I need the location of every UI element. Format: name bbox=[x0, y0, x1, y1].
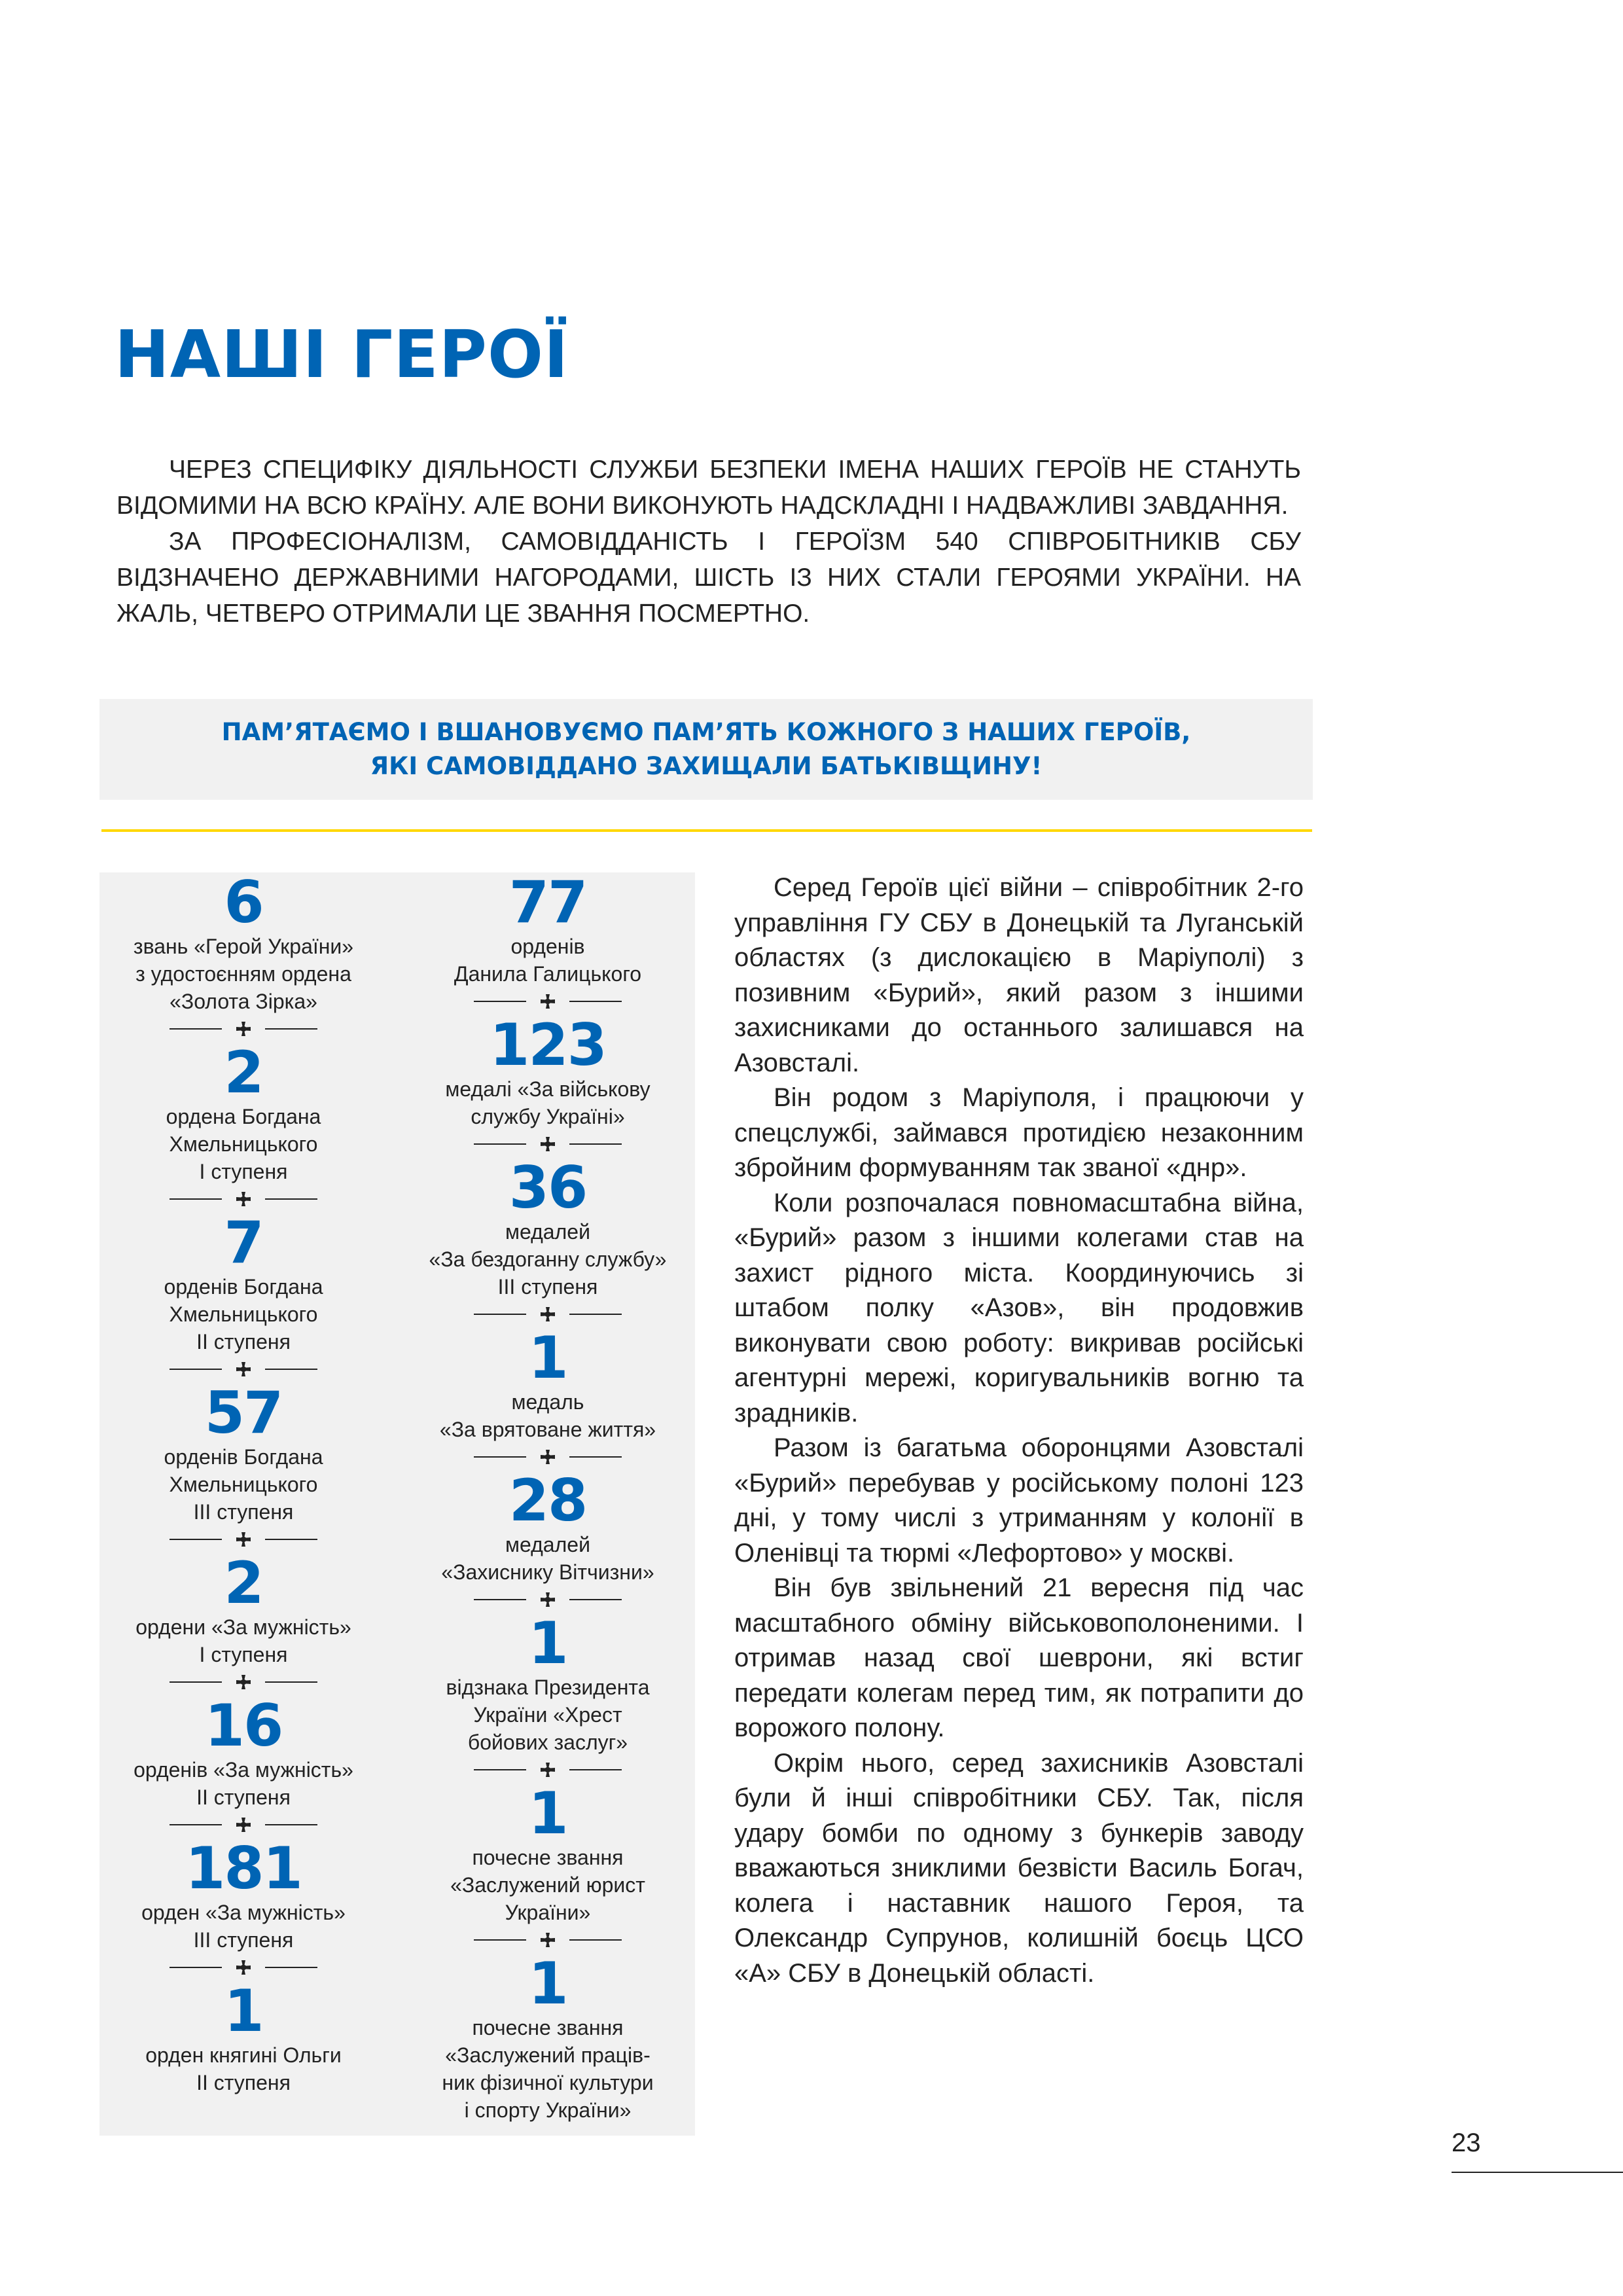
divider-line bbox=[169, 1824, 222, 1825]
page-number: 23 bbox=[1452, 2128, 1481, 2157]
cross-pattee-icon bbox=[236, 1192, 251, 1206]
award-description: ІІ ступеня bbox=[196, 1330, 291, 1354]
award-description: Данила Галицького bbox=[454, 962, 642, 986]
award-count: 123 bbox=[490, 1011, 606, 1079]
divider-line bbox=[265, 1539, 317, 1540]
cross-pattee-icon bbox=[236, 1362, 251, 1376]
award-description: з удостоєнням ордена bbox=[135, 962, 351, 986]
intro-paragraph: ЧЕРЕЗ СПЕЦИФІКУ ДІЯЛЬНОСТІ СЛУЖБИ БЕЗПЕКИ ІМЕНА НАШИХ ГЕРОЇВ НЕ СТАНУТЬ ВІДОМИМИ НА ВСЮ КРАЇНУ. АЛЕ ВОНИ ВИКОНУЮТЬ НАДСКЛАДНІ І НАДВАЖЛИВІ ЗАВДАННЯ. bbox=[116, 456, 1301, 520]
divider-line bbox=[474, 1456, 526, 1458]
award-description: орденів «За мужність» bbox=[134, 1758, 353, 1782]
award-item bbox=[450, 1780, 645, 1926]
intro-text bbox=[116, 452, 1301, 632]
divider-line bbox=[569, 1769, 622, 1770]
divider-line bbox=[169, 1967, 222, 1968]
award-description: Хмельницького bbox=[169, 1473, 318, 1496]
awards-column-left bbox=[99, 869, 387, 2096]
divider-line bbox=[169, 1681, 222, 1683]
story-paragraph: Він родом з Маріуполя, і працюючи у спецслужбі, займався протидією незаконним збройним формуванням так званої «днр». bbox=[734, 1083, 1304, 1182]
award-description: «За бездоганну службу» bbox=[429, 1247, 667, 1271]
divider-line bbox=[474, 1599, 526, 1600]
award-item bbox=[164, 1209, 323, 1355]
award-item bbox=[446, 1609, 650, 1756]
divider-line bbox=[265, 1967, 317, 1968]
divider-line bbox=[474, 1769, 526, 1770]
story-paragraph: Він був звільнений 21 вересня під час масштабного обміну військовополоненими. І отримав назад свої шеврони, які встиг передати колегам перед тим, як потрапити до ворожого полону. bbox=[734, 1573, 1304, 1742]
award-description: звань «Герой України» bbox=[133, 935, 354, 958]
award-item bbox=[164, 1379, 323, 1526]
cross-pattee-icon bbox=[541, 1307, 555, 1321]
award-item bbox=[145, 1977, 342, 2096]
award-description: Хмельницького bbox=[169, 1132, 318, 1156]
cross-pattee-icon bbox=[236, 1960, 251, 1975]
award-description: службу Україні» bbox=[471, 1105, 625, 1128]
award-count: 2 bbox=[224, 1039, 263, 1106]
award-description: медалі «За військову bbox=[445, 1077, 651, 1101]
award-description: почесне звання bbox=[472, 2016, 624, 2039]
award-count: 1 bbox=[528, 1780, 567, 1847]
award-description: ник фізичної культури bbox=[442, 2071, 654, 2094]
award-description: почесне звання bbox=[472, 1846, 624, 1869]
divider-line bbox=[169, 1539, 222, 1540]
yellow-divider bbox=[101, 829, 1312, 832]
award-description: орденів Богдана bbox=[164, 1275, 323, 1299]
award-description: І ступеня bbox=[199, 1160, 288, 1183]
divider-line bbox=[569, 1939, 622, 1941]
award-description: «Захиснику Вітчизни» bbox=[441, 1560, 654, 1584]
award-description: і спорту України» bbox=[464, 2098, 632, 2122]
divider-line bbox=[169, 1369, 222, 1370]
cross-pattee-icon bbox=[541, 1137, 555, 1151]
award-description: І ступеня bbox=[199, 1643, 288, 1666]
story-paragraph: Окрім нього, серед захисників Азовсталі були й інші співробітники СБУ. Так, після удару бомби по одному з бункерів заводу вважаються зниклими безвісти Василь Богач, колега і наставник нашого Героя, та Олександр Супрунов, колишній боєць ЦСО «А» СБУ в Донецькій області. bbox=[734, 1748, 1304, 1988]
award-description: медалей bbox=[505, 1533, 590, 1556]
award-item bbox=[454, 869, 642, 988]
cross-pattee-icon bbox=[541, 1450, 555, 1464]
cross-pattee-icon bbox=[236, 1022, 251, 1036]
divider-line bbox=[569, 1143, 622, 1145]
divider-line bbox=[474, 1939, 526, 1941]
award-count: 1 bbox=[528, 1324, 567, 1391]
award-description: орден княгині Ольги bbox=[145, 2043, 342, 2067]
award-description: «Заслужений праців- bbox=[445, 2043, 651, 2067]
award-item bbox=[441, 1467, 654, 1586]
award-description: ІІІ ступеня bbox=[193, 1928, 294, 1952]
divider-line bbox=[169, 1028, 222, 1030]
award-count: 6 bbox=[224, 869, 263, 936]
award-description: Хмельницького bbox=[169, 1302, 318, 1326]
award-count: 28 bbox=[508, 1467, 587, 1534]
cross-pattee-icon bbox=[236, 1675, 251, 1689]
award-count: 1 bbox=[528, 1950, 567, 2017]
award-description: медаль bbox=[511, 1390, 584, 1414]
story-paragraph: Серед Героїв цієї війни – співробітник 2-го управління ГУ СБУ в Донецькій та Луганській областях (з дислокацією в Маріуполі) з позивним «Бурий», який разом з іншими захисниками до останнього залишався на Азовсталі. bbox=[734, 873, 1304, 1077]
award-item bbox=[133, 869, 354, 1015]
award-description: медалей bbox=[505, 1220, 590, 1244]
cross-pattee-icon bbox=[541, 994, 555, 1009]
award-description: ордени «За мужність» bbox=[135, 1615, 351, 1639]
award-item bbox=[135, 1549, 351, 1668]
cross-pattee-icon bbox=[541, 1763, 555, 1777]
divider-line bbox=[265, 1369, 317, 1370]
awards-column-right bbox=[404, 869, 692, 2124]
cross-pattee-icon bbox=[541, 1592, 555, 1607]
award-description: ІІІ ступеня bbox=[497, 1275, 598, 1299]
award-count: 16 bbox=[204, 1692, 283, 1759]
award-description: ІІ ступеня bbox=[196, 1785, 291, 1809]
callout-line: ЯКІ САМОВІДДАНО ЗАХИЩАЛИ БАТЬКІВЩИНУ! bbox=[370, 752, 1043, 780]
award-description: орденів bbox=[510, 935, 585, 958]
cross-pattee-icon bbox=[541, 1933, 555, 1947]
award-description: «Золота Зірка» bbox=[169, 990, 317, 1013]
award-count: 77 bbox=[508, 869, 587, 936]
award-count: 181 bbox=[185, 1835, 302, 1902]
divider-line bbox=[265, 1824, 317, 1825]
divider-line bbox=[474, 1143, 526, 1145]
award-item bbox=[429, 1154, 667, 1300]
award-item bbox=[141, 1835, 346, 1954]
award-description: орден «За мужність» bbox=[141, 1901, 346, 1924]
award-description: «За врятоване життя» bbox=[439, 1418, 656, 1441]
award-description: «Заслужений юрист bbox=[450, 1873, 645, 1897]
award-description: України «Хрест bbox=[473, 1703, 622, 1727]
award-count: 57 bbox=[204, 1379, 283, 1446]
cross-pattee-icon bbox=[236, 1818, 251, 1832]
award-description: орденів Богдана bbox=[164, 1445, 323, 1469]
divider-line bbox=[569, 1314, 622, 1315]
story-paragraph: Разом із багатьма оборонцями Азовсталі «Бурий» перебував у російському полоні 123 дні, у тому числі з утриманням у колонії в Оленівці та тюрмі «Лефортово» у москві. bbox=[734, 1433, 1304, 1568]
divider-line bbox=[265, 1028, 317, 1030]
remembrance-callout bbox=[99, 699, 1313, 800]
award-item bbox=[439, 1324, 656, 1443]
award-count: 1 bbox=[224, 1977, 263, 2045]
divider-line bbox=[569, 1599, 622, 1600]
divider-line bbox=[569, 1456, 622, 1458]
award-item bbox=[134, 1692, 353, 1811]
award-item bbox=[442, 1950, 654, 2124]
award-count: 36 bbox=[508, 1154, 587, 1221]
award-description: ІІ ступеня bbox=[196, 2071, 291, 2094]
award-description: бойових заслуг» bbox=[467, 1731, 628, 1754]
award-description: України» bbox=[505, 1901, 591, 1924]
award-count: 2 bbox=[224, 1549, 263, 1617]
awards-panel bbox=[99, 869, 695, 2136]
award-item bbox=[445, 1011, 651, 1130]
award-description: ордена Богдана bbox=[166, 1105, 321, 1128]
award-count: 1 bbox=[528, 1609, 567, 1677]
award-description: ІІІ ступеня bbox=[193, 1500, 294, 1524]
divider-line bbox=[169, 1198, 222, 1200]
divider-line bbox=[265, 1198, 317, 1200]
award-item bbox=[166, 1039, 321, 1185]
page-title: НАШІ ГЕРОЇ bbox=[115, 316, 569, 393]
page-number-rule bbox=[1452, 2172, 1623, 2173]
award-count: 7 bbox=[224, 1209, 263, 1276]
cross-pattee-icon bbox=[236, 1532, 251, 1547]
intro-paragraph: ЗА ПРОФЕСІОНАЛІЗМ, САМОВІДДАНІСТЬ І ГЕРОЇЗМ 540 СПІВРОБІТНИКІВ СБУ ВІДЗНАЧЕНО ДЕРЖАВНИМИ НАГОРОДАМИ, ШІСТЬ ІЗ НИХ СТАЛИ ГЕРОЯМИ УКРАЇНИ. НА ЖАЛЬ, ЧЕТВЕРО ОТРИМАЛИ ЦЕ ЗВАННЯ ПОСМЕРТНО. bbox=[116, 528, 1301, 628]
award-description: відзнака Президента bbox=[446, 1676, 650, 1699]
divider-line bbox=[474, 1001, 526, 1002]
divider-line bbox=[474, 1314, 526, 1315]
divider-line bbox=[265, 1681, 317, 1683]
hero-story bbox=[734, 870, 1304, 1991]
callout-line: ПАМ’ЯТАЄМО І ВШАНОВУЄМО ПАМ’ЯТЬ КОЖНОГО З НАШИХ ГЕРОЇВ, bbox=[221, 718, 1191, 746]
story-paragraph: Коли розпочалася повномасштабна війна, «Бурий» разом з іншими колегами став на захист рідного міста. Координуючись зі штабом полку «Азов», він продовжив виконувати свою роботу: викривав російські агентурні мережі, коригувальників вогню та зрадників. bbox=[734, 1188, 1304, 1427]
divider-line bbox=[569, 1001, 622, 1002]
